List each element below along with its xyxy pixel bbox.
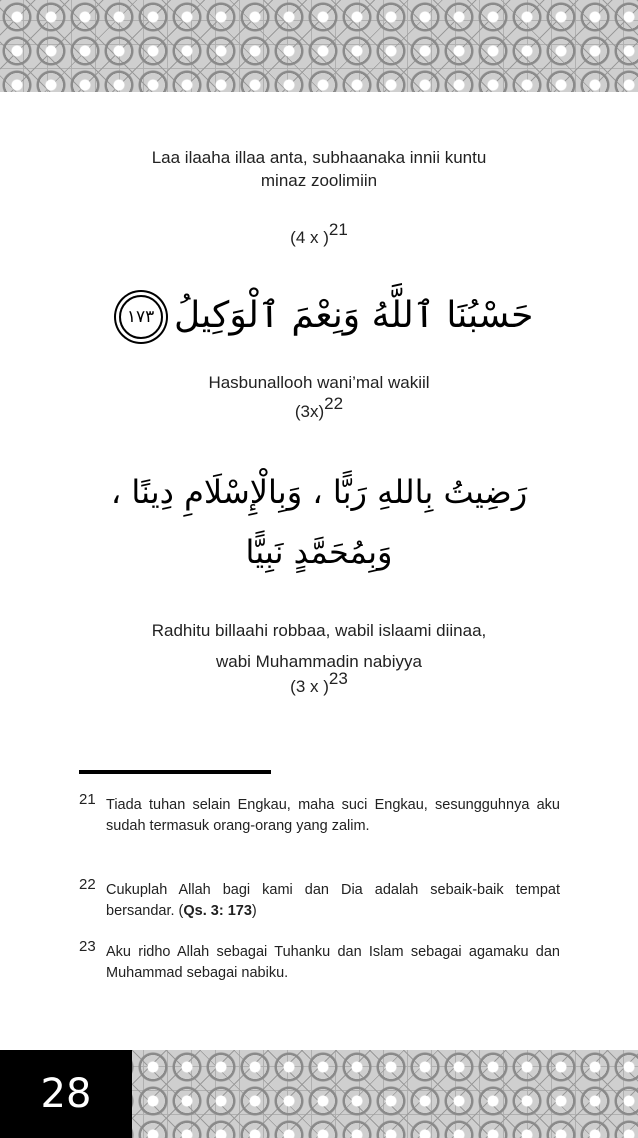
ayah-number-mark: ١٧٣ [119,295,163,339]
prayer-2-repeat [0,394,638,423]
prayer-2-arabic-text: حَسْبُنَا ٱللَّهُ وَنِعْمَ ٱلْوَكِيلُ [174,295,534,336]
prayer-3-arabic-line1: رَضِيتُ بِاللهِ رَبًّا ، وَبِالْإِسْلَامِ دِينًا ، [110,473,528,511]
prayer-2-repeat-count: (3x) [294,402,325,421]
prayer-3-latin-line1: Radhitu billaahi robbaa, wabil islaami diinaa, [151,621,487,640]
footnote-ref-23: 23 [328,669,348,688]
footnote-number: 22 [79,876,96,893]
footnote-citation: Qs. 3: 173 [183,903,252,919]
prayer-3-arabic-line2: وَبِمُحَمَّدٍ نَبِيًّا [245,533,393,571]
footnote-number: 23 [79,938,96,955]
footnote-text-after: ) [251,903,257,919]
prayer-3-latin-line2: wabi Muhammadin nabiyya [216,652,422,671]
prayer-1-latin [0,146,638,192]
footnote-text-before: Cukuplah Allah bagi kami dan Dia adalah sebaik-baik tempat bersandar. ( [106,882,560,919]
prayer-1-latin-line2: minaz zoolimiin [260,171,378,190]
prayer-3-repeat [0,669,638,698]
page-number: 28 [0,1050,132,1138]
footnote-number: 21 [79,791,96,808]
prayer-3-arabic [0,462,638,582]
top-ornament-band [0,0,638,92]
footnote-22 [79,876,560,922]
footnote-ref-21: 21 [328,220,348,239]
prayer-2-arabic [0,286,638,346]
prayer-2-latin: Hasbunallooh wani’mal wakiil [208,373,430,392]
prayer-3-latin [0,619,638,673]
footnote-ref-22: 22 [324,394,344,413]
footnote-23 [79,938,560,984]
prayer-1-repeat-count: (4 x ) [290,228,329,247]
footnote-divider [79,770,271,774]
footnote-text: Aku ridho Allah sebagai Tuhanku dan Islam sebagai agamaku dan Muhammad sebagai nabiku. [106,944,560,981]
prayer-1-repeat [0,220,638,249]
footnote-text [106,880,560,922]
footnote-text: Tiada tuhan selain Engkau, maha suci Engkau, sesungguhnya aku sudah termasuk orang-orang yang zalim. [106,797,560,834]
footnote-21 [79,791,560,837]
prayer-1-latin-line1: Laa ilaaha illaa anta, subhaanaka innii kuntu [151,148,487,167]
prayer-3-repeat-count: (3 x ) [290,677,329,696]
